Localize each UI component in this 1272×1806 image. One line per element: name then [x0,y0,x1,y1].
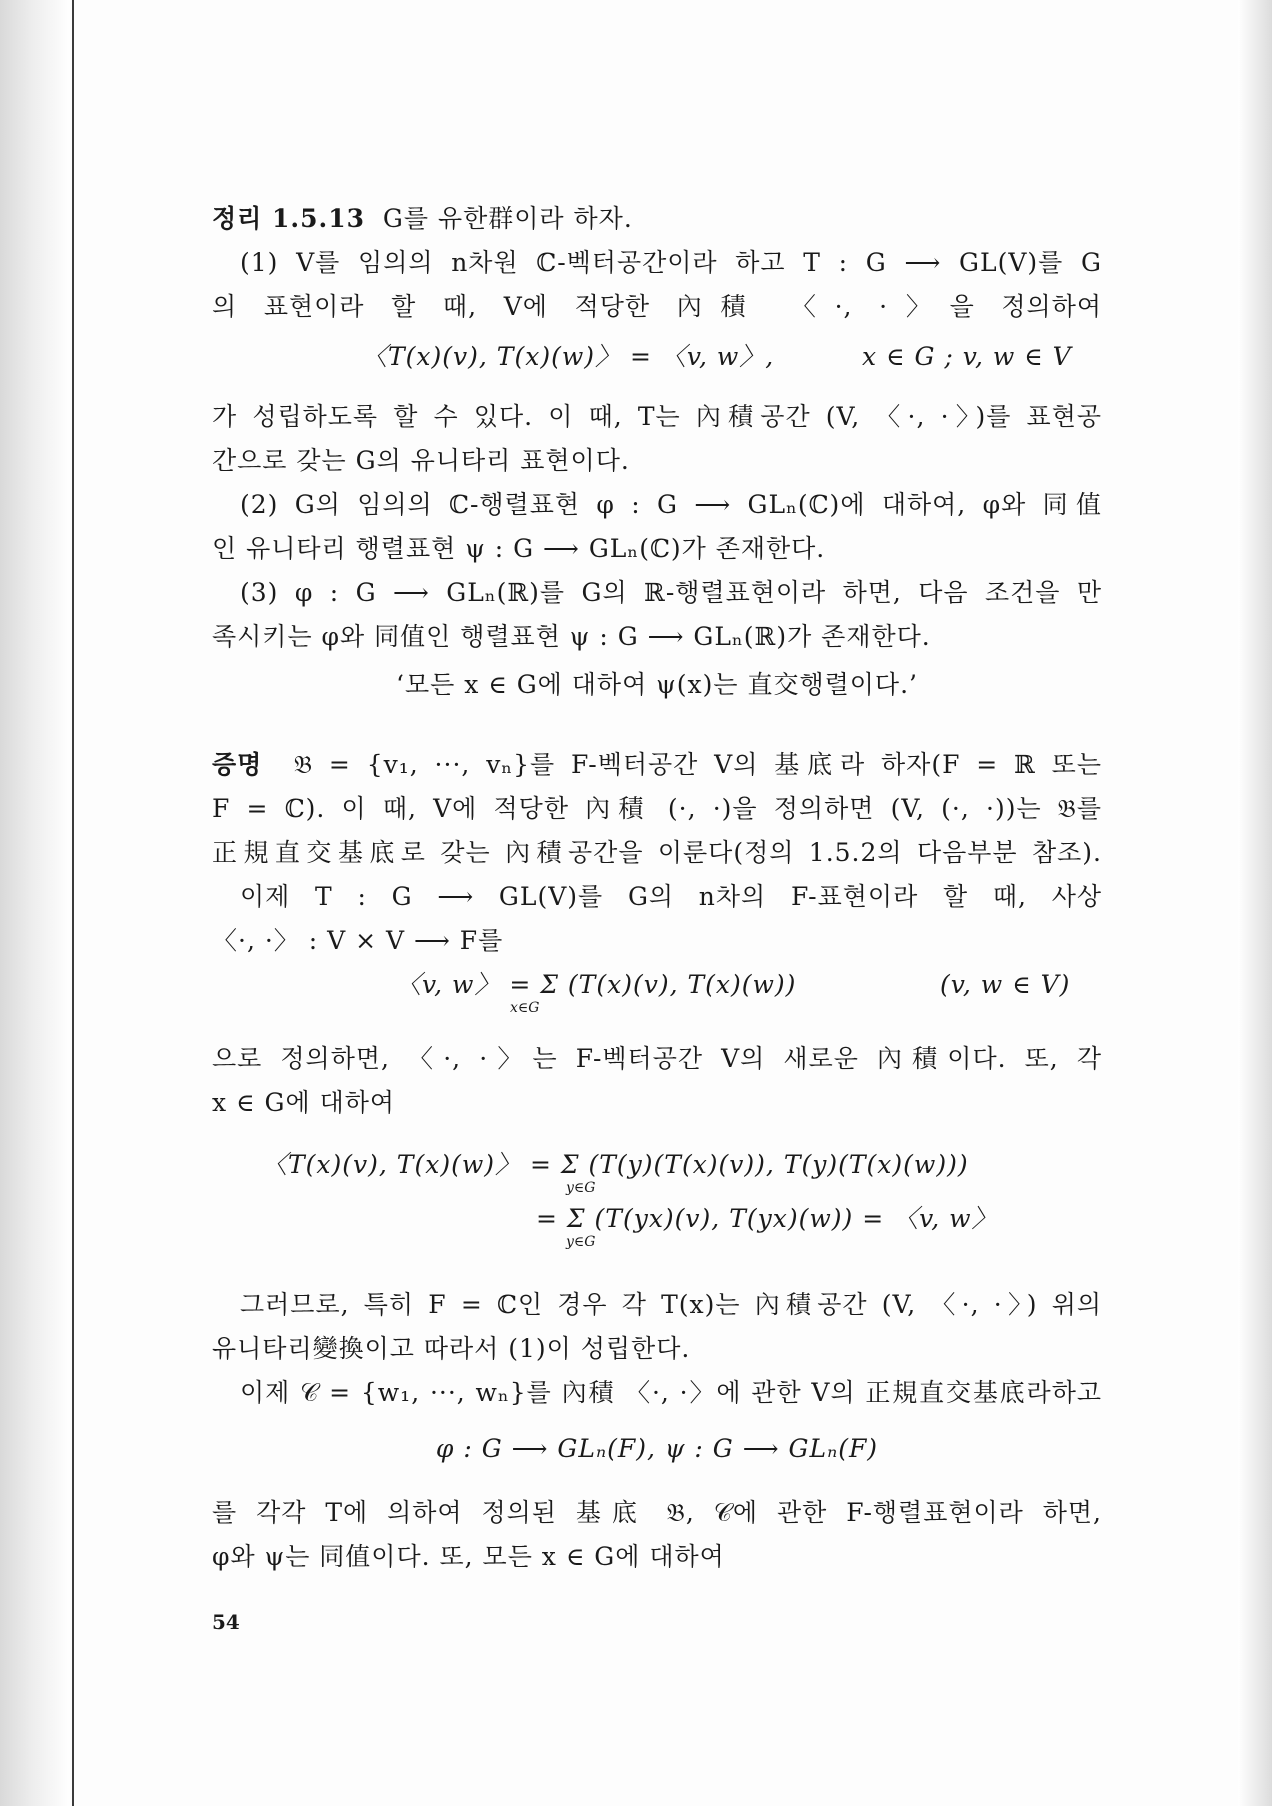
equation-4: φ : G ⟶ GLₙ(F), ψ : G ⟶ GLₙ(F) [435,1434,879,1463]
proof-line1-text: 𝔅 = {v₁, ···, vₙ}를 F-벡터공간 V의 基底라 하자(F = ℝ 또는 [294,750,1102,779]
equation-3-line1: 〈T(x)(v), T(x)(w)〉 = Σ (T(y)(T(x)(v)), T(y)(T(x)(w))) [262,1150,969,1179]
equation-2: 〈v, w〉 = Σ (T(x)(v), T(x)(w)) [396,970,797,999]
theorem-part3-quote: ‘모든 x ∈ G에 대하여 ψ(x)는 直交행렬이다.’ [396,670,918,699]
theorem-part2-line1: (2) G의 임의의 ℂ-행렬표현 φ : G ⟶ GLₙ(ℂ)에 대하여, φ와 同值 [240,490,1102,519]
equation-1-lhs: 〈T(x)(v), T(x)(w)〉 = 〈v, w〉, [362,342,775,371]
theorem-part1-line4: 간으로 갖는 G의 유니타리 표현이다. [212,446,630,475]
proof-line10: 이제 𝒞 = {w₁, ···, wₙ}를 內積 〈·, ·〉에 관한 V의 正規直交基底라하고 [240,1378,1102,1407]
equation-1-condition: x ∈ G ; v, w ∈ V [862,342,1072,371]
proof-line12: φ와 ψ는 同值이다. 또, 모든 x ∈ G에 대하여 [212,1542,725,1571]
proof-line9: 유니타리變換이고 따라서 (1)이 성립한다. [212,1334,691,1363]
equation-2-sum-index: x∈G [510,1000,540,1016]
equation-2-condition: (v, w ∈ V) [940,970,1071,999]
theorem-part3-line2: 족시키는 φ와 同值인 행렬표현 ψ : G ⟶ GLₙ(ℝ)가 존재한다. [212,622,931,651]
theorem-title-line [212,202,1102,236]
page-number: 54 [212,1610,240,1634]
proof-line7: x ∈ G에 대하여 [212,1088,396,1117]
theorem-part1-line1: (1) V를 임의의 n차원 ℂ-벡터공간이라 하고 T : G ⟶ GL(V)를 G [240,248,1102,277]
theorem-statement: G를 유한群이라 하자. [382,204,633,233]
proof-line3: 正規直交基底로 갖는 內積공간을 이룬다(정의 1.5.2의 다음부분 참조). [212,838,1102,867]
proof-line6: 으로 정의하면, 〈·, ·〉는 F-벡터공간 V의 새로운 內積이다. 또, 각 [212,1044,1102,1073]
page-right-shadow [1238,0,1272,1806]
equation-3-line2: = Σ (T(yx)(v), T(yx)(w)) = 〈v, w〉 [536,1204,998,1233]
theorem-part1-line3: 가 성립하도록 할 수 있다. 이 때, T는 內積공간 (V, 〈·, ·〉)를 표현공 [212,402,1102,431]
equation-3-sum-index-1: y∈G [566,1180,596,1196]
proof-line5: 〈·, ·〉 : V × V ⟶ F를 [212,926,504,955]
theorem-part1-line2: 의 표현이라 할 때, V에 적당한 內積 〈·, ·〉을 정의하여 [212,292,1102,321]
equation-3-sum-index-2: y∈G [566,1234,596,1250]
proof-line8: 그러므로, 특히 F = ℂ인 경우 각 T(x)는 內積공간 (V, 〈·, ·〉) 위의 [240,1290,1102,1319]
proof-line1 [212,748,1102,782]
theorem-part2-line2: 인 유니타리 행렬표현 ψ : G ⟶ GLₙ(ℂ)가 존재한다. [212,534,826,563]
proof-heading: 증명 [212,750,263,779]
proof-line2: F = ℂ). 이 때, V에 적당한 內積 (·, ·)을 정의하면 (V, (·, ·))는 𝔅를 [212,794,1102,823]
page-gutter-shadow [0,0,70,1806]
proof-line11: 를 각각 T에 의하여 정의된 基底 𝔅, 𝒞에 관한 F-행렬표현이라 하면, [212,1498,1102,1527]
theorem-heading: 정리 1.5.13 [212,204,365,233]
proof-line4: 이제 T : G ⟶ GL(V)를 G의 n차의 F-표현이라 할 때, 사상 [240,882,1102,911]
theorem-part3-line1: (3) φ : G ⟶ GLₙ(ℝ)를 G의 ℝ-행렬표현이라 하면, 다음 조건을 만 [240,578,1102,607]
